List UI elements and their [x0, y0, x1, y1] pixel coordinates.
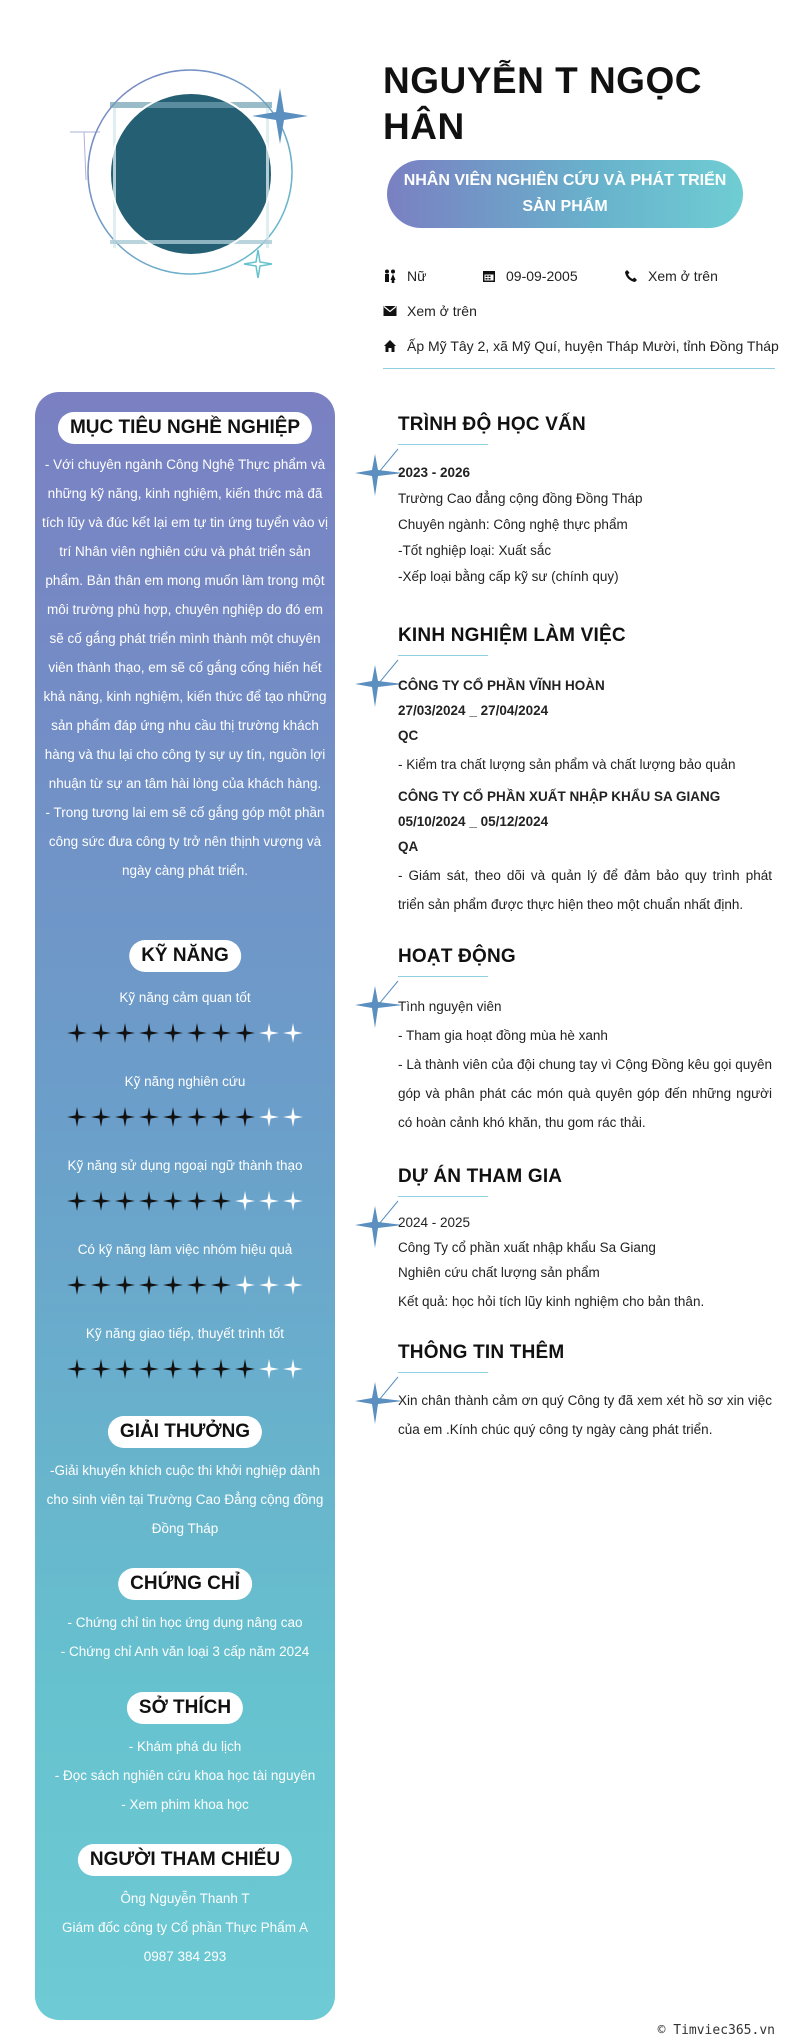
- skill-rating: [65, 1357, 305, 1381]
- education-period: 2023 - 2026: [398, 465, 471, 480]
- star-filled-icon: [209, 1273, 233, 1297]
- gender-value: Nữ: [407, 268, 427, 284]
- skill-label: Kỹ năng cảm quan tốt: [119, 990, 251, 1005]
- phone-info: [624, 268, 718, 284]
- star-filled-icon: [137, 1273, 161, 1297]
- job-entry: [398, 673, 772, 777]
- section-underline: [398, 1372, 488, 1373]
- job-company: CÔNG TY CỔ PHẦN XUẤT NHẬP KHẨU SA GIANG: [398, 789, 721, 804]
- gender-icon: [383, 269, 397, 283]
- project-period: 2024 - 2025: [398, 1215, 471, 1230]
- star-filled-icon: [65, 1357, 89, 1381]
- job-period: 27/03/2024 _ 27/04/2024: [398, 703, 549, 718]
- star-filled-icon: [185, 1189, 209, 1213]
- job-role: QC: [398, 728, 419, 743]
- star-filled-icon: [185, 1273, 209, 1297]
- job-period: 05/10/2024 _ 05/12/2024: [398, 814, 549, 829]
- hobby-item: - Xem phim khoa học: [121, 1797, 249, 1812]
- activities-details: [398, 992, 772, 1137]
- activity-line: - Là thành viên của đội chung tay vì Cộng Đồng kêu gọi quyên góp và phân phát các món quà quyên góp đến những người có hoàn cảnh khó khăn, thu gom rác thải.: [398, 1057, 772, 1130]
- star-filled-icon: [65, 1105, 89, 1129]
- hobbies-title: SỞ THÍCH: [127, 1692, 243, 1724]
- references-info: [40, 1884, 330, 1971]
- star-filled-icon: [89, 1189, 113, 1213]
- star-filled-icon: [185, 1357, 209, 1381]
- certificates-list: [40, 1608, 330, 1666]
- star-filled-icon: [137, 1189, 161, 1213]
- job-entry: [398, 784, 772, 919]
- skill-label: Kỹ năng nghiên cứu: [124, 1074, 246, 1089]
- certificate-item: - Chứng chỉ Anh văn loại 3 cấp năm 2024: [60, 1644, 310, 1659]
- star-filled-icon: [233, 1357, 257, 1381]
- sidebar: [35, 392, 335, 2020]
- job-role: QA: [398, 839, 419, 854]
- phone-icon: [624, 269, 638, 283]
- star-filled-icon: [65, 1021, 89, 1045]
- star-filled-icon: [137, 1105, 161, 1129]
- school-name: Trường Cao đẳng cộng đồng Đồng Tháp: [398, 491, 643, 506]
- section-underline: [398, 976, 488, 977]
- star-empty-icon: [281, 1105, 305, 1129]
- skill-label: Kỹ năng sử dụng ngoại ngữ thành thạo: [67, 1158, 303, 1173]
- star-filled-icon: [137, 1357, 161, 1381]
- grade: -Tốt nghiệp loại: Xuất sắc: [398, 543, 552, 558]
- avatar-frame: [70, 50, 310, 290]
- skill-rating: [65, 1105, 305, 1129]
- star-filled-icon: [209, 1021, 233, 1045]
- mail-icon: [383, 305, 397, 317]
- star-filled-icon: [209, 1189, 233, 1213]
- star-empty-icon: [257, 1357, 281, 1381]
- skill-rating: [65, 1021, 305, 1045]
- section-underline: [398, 444, 488, 445]
- star-filled-icon: [113, 1189, 137, 1213]
- additional-text: Xin chân thành cảm ơn quý Công ty đã xem xét hồ sơ xin việc của em .Kính chúc quý công ty ngày càng phát triển.: [398, 1393, 772, 1437]
- star-empty-icon: [257, 1189, 281, 1213]
- star-filled-icon: [113, 1357, 137, 1381]
- star-filled-icon: [161, 1189, 185, 1213]
- project-result: Kết quả: học hỏi tích lũy kinh nghiệm cho bản thân.: [398, 1294, 705, 1309]
- job-description: - Kiểm tra chất lượng sản phẩm và chất lượng bảo quản: [398, 757, 736, 772]
- calendar-icon: [482, 269, 496, 283]
- header-divider: [383, 368, 775, 369]
- skill-label: Có kỹ năng làm việc nhóm hiệu quả: [77, 1242, 293, 1257]
- gender-info: [383, 268, 426, 284]
- activity-line: Tình nguyện viên: [398, 999, 502, 1014]
- objective-text: [40, 450, 330, 885]
- star-empty-icon: [281, 1273, 305, 1297]
- star-filled-icon: [209, 1357, 233, 1381]
- skill-rating: [65, 1273, 305, 1297]
- star-empty-icon: [281, 1357, 305, 1381]
- project-name: Nghiên cứu chất lượng sản phẩm: [398, 1265, 600, 1280]
- birthday-info: [482, 268, 578, 284]
- star-empty-icon: [257, 1021, 281, 1045]
- project-company: Công Ty cổ phần xuất nhập khẩu Sa Giang: [398, 1240, 656, 1255]
- reference-position: Giám đốc công ty Cổ phần Thực Phẩm A: [62, 1920, 308, 1935]
- section-underline: [398, 1196, 488, 1197]
- star-filled-icon: [65, 1189, 89, 1213]
- star-filled-icon: [65, 1273, 89, 1297]
- star-filled-icon: [113, 1021, 137, 1045]
- star-empty-icon: [233, 1189, 257, 1213]
- job-title-badge: [387, 160, 743, 228]
- awards-title: GIẢI THƯỞNG: [108, 1416, 262, 1448]
- star-filled-icon: [209, 1105, 233, 1129]
- star-filled-icon: [89, 1357, 113, 1381]
- major: Chuyên ngành: Công nghệ thực phẩm: [398, 517, 628, 532]
- email-value: Xem ở trên: [407, 303, 477, 319]
- star-empty-icon: [281, 1189, 305, 1213]
- star-filled-icon: [161, 1021, 185, 1045]
- home-icon: [383, 339, 397, 353]
- star-filled-icon: [137, 1021, 161, 1045]
- footer-watermark: © Timviec365.vn: [657, 2023, 775, 2038]
- avatar-decoration: [70, 50, 310, 290]
- reference-name: Ông Nguyễn Thanh T: [120, 1891, 250, 1906]
- certificates-title: CHỨNG CHỈ: [118, 1568, 252, 1600]
- job-company: CÔNG TY CỔ PHẦN VĨNH HOÀN: [398, 678, 605, 693]
- projects-title: DỰ ÁN THAM GIA: [398, 1166, 563, 1187]
- objective-paragraph-2: - Trong tương lai em sẽ cố gắng góp một phần công sức đưa công ty trở nên thịnh vượng và ngày càng phát triển.: [45, 805, 325, 878]
- education-details: [398, 486, 772, 590]
- experience-title: KINH NGHIỆM LÀM VIỆC: [398, 625, 626, 646]
- star-filled-icon: [233, 1021, 257, 1045]
- education-title: TRÌNH ĐỘ HỌC VẤN: [398, 414, 586, 435]
- skills-title: KỸ NĂNG: [129, 940, 241, 972]
- hobby-item: - Khám phá du lịch: [128, 1739, 242, 1754]
- activities-title: HOẠT ĐỘNG: [398, 946, 516, 967]
- objective-paragraph-1: - Với chuyên ngành Công Nghệ Thực phẩm và những kỹ năng, kinh nghiệm, kiến thức mà đã tích lũy và đúc kết lại em tự tin ứng tuyển vào vị trí Nhân viên nghiên cứu và phát triển sản phẩm. Bản thân em mong muốn làm trong một môi trường phù hợp, chuyên nghiệp do đó em sẽ cố gắng phát triển mình thành một chuyên viên thành thạo, em sẽ cố gắng cống hiến hết khả năng, kinh nghiệm, kiến thức để tạo những sản phẩm đáp ứng nhu cầu thị trường khách hàng và thu lại cho công ty sự uy tín, nguồn lợi nhuận từ sự an tâm hài lòng của khách hàng.: [42, 457, 328, 791]
- star-filled-icon: [89, 1105, 113, 1129]
- references-title: NGƯỜI THAM CHIẾU: [78, 1844, 292, 1876]
- skill-label: Kỹ năng giao tiếp, thuyết trình tốt: [85, 1326, 285, 1341]
- activity-line: - Tham gia hoạt đồng mùa hè xanh: [398, 1028, 608, 1043]
- awards-text: -Giải khuyến khích cuộc thi khởi nghiệp dành cho sinh viên tại Trường Cao Đẳng cộng đồng Đồng Tháp: [46, 1463, 324, 1536]
- star-empty-icon: [257, 1105, 281, 1129]
- star-filled-icon: [233, 1105, 257, 1129]
- star-empty-icon: [281, 1021, 305, 1045]
- hobbies-list: [40, 1732, 330, 1819]
- additional-title: THÔNG TIN THÊM: [398, 1342, 565, 1363]
- degree: -Xếp loại bằng cấp kỹ sư (chính quy): [398, 569, 619, 584]
- objective-title: MỤC TIÊU NGHỀ NGHIỆP: [58, 412, 312, 444]
- project-details: [398, 1210, 772, 1314]
- star-filled-icon: [185, 1105, 209, 1129]
- birthday-value: 09-09-2005: [506, 268, 578, 284]
- hobby-item: - Đọc sách nghiên cứu khoa học tài nguyên: [54, 1768, 316, 1783]
- section-underline: [398, 655, 488, 656]
- star-filled-icon: [185, 1021, 209, 1045]
- star-filled-icon: [161, 1357, 185, 1381]
- address-value: Ấp Mỹ Tây 2, xã Mỹ Quí, huyện Tháp Mười, tỉnh Đồng Tháp: [407, 338, 779, 354]
- job-title: NHÂN VIÊN NGHIÊN CỨU VÀ PHÁT TRIỂN SẢN PHẨM: [403, 172, 727, 215]
- email-info: [383, 303, 477, 319]
- star-empty-icon: [233, 1273, 257, 1297]
- star-filled-icon: [89, 1273, 113, 1297]
- star-filled-icon: [161, 1273, 185, 1297]
- star-empty-icon: [257, 1273, 281, 1297]
- job-description: - Giám sát, theo dõi và quản lý để đảm bảo quy trình phát triển sản phẩm được thực hiện theo một chuẩn nhất định.: [398, 868, 772, 912]
- star-filled-icon: [89, 1021, 113, 1045]
- address-info: [383, 338, 779, 354]
- phone-value: Xem ở trên: [648, 268, 718, 284]
- star-filled-icon: [113, 1273, 137, 1297]
- certificate-item: - Chứng chỉ tin học ứng dụng nâng cao: [67, 1615, 303, 1630]
- reference-phone: 0987 384 293: [143, 1949, 227, 1964]
- star-filled-icon: [113, 1105, 137, 1129]
- skill-rating: [65, 1189, 305, 1213]
- candidate-name: NGUYỄN T NGỌC HÂN: [383, 60, 702, 147]
- star-filled-icon: [161, 1105, 185, 1129]
